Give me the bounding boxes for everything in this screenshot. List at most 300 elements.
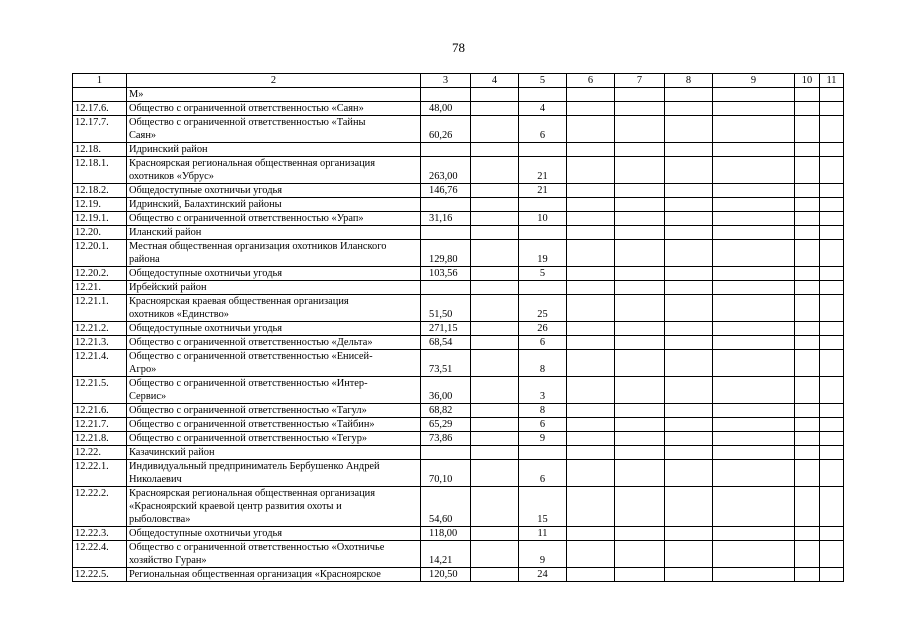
cell-col-9 — [713, 226, 795, 240]
row-number: 12.21.5. — [73, 377, 127, 404]
cell-col-11 — [820, 295, 844, 322]
cell-col-6 — [567, 568, 615, 582]
cell-col-7 — [615, 88, 665, 102]
row-number: 12.18.2. — [73, 184, 127, 198]
cell-col-10 — [795, 267, 820, 281]
cell-col-11 — [820, 541, 844, 568]
cell-col-9 — [713, 88, 795, 102]
cell-col-8 — [665, 487, 713, 527]
description-line: хозяйство Гуран» — [129, 555, 207, 566]
area-value — [421, 88, 471, 102]
table-row — [73, 88, 844, 102]
cell-col-8 — [665, 404, 713, 418]
cell-col-9 — [713, 267, 795, 281]
cell-col-8 — [665, 377, 713, 404]
cell-col-10 — [795, 446, 820, 460]
cell-col-11 — [820, 527, 844, 541]
column-header-8: 8 — [665, 74, 713, 88]
cell-col-8 — [665, 157, 713, 184]
table-row — [73, 198, 844, 212]
cell-col-10 — [795, 460, 820, 487]
cell-col-6 — [567, 102, 615, 116]
cell-col-10 — [795, 143, 820, 157]
row-number: 12.20.2. — [73, 267, 127, 281]
row-number: 12.22.3. — [73, 527, 127, 541]
table-row — [73, 432, 844, 446]
area-value — [421, 143, 471, 157]
cell-col-10 — [795, 350, 820, 377]
description-line: Общество с ограниченной ответственностью «Тегур» — [129, 433, 368, 444]
count-value: 21 — [519, 184, 567, 198]
cell-col-9 — [713, 377, 795, 404]
area-value: 51,50 — [421, 295, 471, 322]
cell-col-9 — [713, 184, 795, 198]
cell-col-4 — [471, 226, 519, 240]
description-line: Общество с ограниченной ответственностью «Тагул» — [129, 405, 367, 416]
description-line: Саян» — [129, 130, 157, 141]
area-value: 14,21 — [421, 541, 471, 568]
description-line: Общедоступные охотничьи угодья — [129, 185, 283, 196]
cell-col-9 — [713, 116, 795, 143]
hunting-grounds-table — [72, 73, 844, 582]
cell-col-8 — [665, 295, 713, 322]
cell-col-10 — [795, 184, 820, 198]
cell-col-8 — [665, 116, 713, 143]
row-number: 12.22. — [73, 446, 127, 460]
count-value: 6 — [519, 418, 567, 432]
description-line: охотников «Единство» — [129, 309, 230, 320]
cell-col-10 — [795, 404, 820, 418]
description-line: Общедоступные охотничьи угодья — [129, 323, 283, 334]
cell-col-10 — [795, 568, 820, 582]
cell-col-4 — [471, 143, 519, 157]
count-value — [519, 446, 567, 460]
count-value: 9 — [519, 541, 567, 568]
cell-col-6 — [567, 350, 615, 377]
cell-col-8 — [665, 541, 713, 568]
area-value: 60,26 — [421, 116, 471, 143]
cell-col-4 — [471, 88, 519, 102]
row-description — [127, 432, 421, 446]
cell-col-11 — [820, 157, 844, 184]
description-line: Общество с ограниченной ответственностью «Тайны — [129, 117, 366, 128]
area-value: 263,00 — [421, 157, 471, 184]
cell-col-7 — [615, 240, 665, 267]
cell-col-10 — [795, 418, 820, 432]
cell-col-6 — [567, 212, 615, 226]
cell-col-6 — [567, 432, 615, 446]
row-number: 12.19. — [73, 198, 127, 212]
cell-col-4 — [471, 184, 519, 198]
cell-col-11 — [820, 212, 844, 226]
row-number: 12.21. — [73, 281, 127, 295]
table-row — [73, 460, 844, 487]
row-number: 12.22.4. — [73, 541, 127, 568]
cell-col-7 — [615, 267, 665, 281]
cell-col-8 — [665, 527, 713, 541]
cell-col-11 — [820, 226, 844, 240]
cell-col-9 — [713, 404, 795, 418]
cell-col-11 — [820, 184, 844, 198]
row-number: 12.19.1. — [73, 212, 127, 226]
row-number — [73, 88, 127, 102]
cell-col-8 — [665, 267, 713, 281]
description-line: «Красноярский краевой центр развития охоты и — [129, 501, 342, 512]
row-number: 12.22.2. — [73, 487, 127, 527]
cell-col-7 — [615, 336, 665, 350]
description-line: Красноярская региональная общественная организация — [129, 158, 376, 169]
row-description — [127, 226, 421, 240]
cell-col-7 — [615, 487, 665, 527]
row-description — [127, 281, 421, 295]
area-value: 70,10 — [421, 460, 471, 487]
area-value: 48,00 — [421, 102, 471, 116]
cell-col-9 — [713, 418, 795, 432]
cell-col-8 — [665, 446, 713, 460]
cell-col-8 — [665, 184, 713, 198]
cell-col-11 — [820, 102, 844, 116]
description-line: Сервис» — [129, 391, 167, 402]
cell-col-9 — [713, 432, 795, 446]
cell-col-6 — [567, 322, 615, 336]
row-number: 12.21.8. — [73, 432, 127, 446]
cell-col-9 — [713, 568, 795, 582]
area-value: 36,00 — [421, 377, 471, 404]
description-line: Общество с ограниченной ответственностью «Дельта» — [129, 337, 373, 348]
row-description — [127, 267, 421, 281]
count-value: 25 — [519, 295, 567, 322]
row-number: 12.18. — [73, 143, 127, 157]
description-line: Местная общественная организация охотников Иланского — [129, 241, 387, 252]
cell-col-9 — [713, 350, 795, 377]
count-value: 11 — [519, 527, 567, 541]
table-row — [73, 541, 844, 568]
row-description — [127, 377, 421, 404]
count-value: 6 — [519, 336, 567, 350]
area-value: 31,16 — [421, 212, 471, 226]
cell-col-9 — [713, 527, 795, 541]
cell-col-4 — [471, 418, 519, 432]
row-number: 12.17.7. — [73, 116, 127, 143]
cell-col-6 — [567, 377, 615, 404]
description-line: Общедоступные охотничьи угодья — [129, 268, 283, 279]
cell-col-10 — [795, 116, 820, 143]
cell-col-7 — [615, 116, 665, 143]
cell-col-11 — [820, 568, 844, 582]
description-line: рыболовства» — [129, 514, 191, 525]
page-number: 78 — [452, 40, 465, 55]
area-value: 129,80 — [421, 240, 471, 267]
cell-col-7 — [615, 460, 665, 487]
row-number: 12.21.1. — [73, 295, 127, 322]
cell-col-10 — [795, 281, 820, 295]
cell-col-11 — [820, 322, 844, 336]
cell-col-10 — [795, 295, 820, 322]
column-header-1: 1 — [73, 74, 127, 88]
cell-col-4 — [471, 350, 519, 377]
count-value: 5 — [519, 267, 567, 281]
header-row — [73, 74, 844, 88]
cell-col-8 — [665, 212, 713, 226]
cell-col-7 — [615, 418, 665, 432]
cell-col-7 — [615, 377, 665, 404]
count-value: 6 — [519, 116, 567, 143]
description-line: Красноярская краевая общественная организация — [129, 296, 349, 307]
cell-col-4 — [471, 568, 519, 582]
cell-col-9 — [713, 157, 795, 184]
cell-col-4 — [471, 102, 519, 116]
row-description — [127, 240, 421, 267]
table-row — [73, 212, 844, 226]
cell-col-9 — [713, 281, 795, 295]
cell-col-7 — [615, 541, 665, 568]
cell-col-10 — [795, 432, 820, 446]
table-row — [73, 404, 844, 418]
cell-col-6 — [567, 460, 615, 487]
cell-col-8 — [665, 460, 713, 487]
cell-col-11 — [820, 267, 844, 281]
count-value: 21 — [519, 157, 567, 184]
cell-col-8 — [665, 432, 713, 446]
description-line: Агро» — [129, 364, 157, 375]
column-header-11: 11 — [820, 74, 844, 88]
count-value: 15 — [519, 487, 567, 527]
cell-col-6 — [567, 143, 615, 157]
cell-col-11 — [820, 350, 844, 377]
cell-col-9 — [713, 336, 795, 350]
cell-col-4 — [471, 446, 519, 460]
count-value: 4 — [519, 102, 567, 116]
cell-col-11 — [820, 377, 844, 404]
row-description — [127, 404, 421, 418]
cell-col-7 — [615, 102, 665, 116]
description-line: Иланский район — [129, 227, 202, 238]
table-row — [73, 102, 844, 116]
row-description — [127, 143, 421, 157]
count-value — [519, 143, 567, 157]
cell-col-4 — [471, 487, 519, 527]
cell-col-6 — [567, 226, 615, 240]
cell-col-7 — [615, 527, 665, 541]
area-value: 73,51 — [421, 350, 471, 377]
cell-col-9 — [713, 212, 795, 226]
area-value: 54,60 — [421, 487, 471, 527]
row-description — [127, 116, 421, 143]
cell-col-10 — [795, 157, 820, 184]
cell-col-9 — [713, 102, 795, 116]
cell-col-10 — [795, 102, 820, 116]
cell-col-4 — [471, 295, 519, 322]
count-value: 8 — [519, 404, 567, 418]
cell-col-9 — [713, 446, 795, 460]
cell-col-7 — [615, 281, 665, 295]
cell-col-11 — [820, 446, 844, 460]
cell-col-4 — [471, 322, 519, 336]
cell-col-11 — [820, 487, 844, 527]
count-value: 8 — [519, 350, 567, 377]
row-number: 12.20. — [73, 226, 127, 240]
cell-col-8 — [665, 281, 713, 295]
description-line: Общество с ограниченной ответственностью «Енисей- — [129, 351, 373, 362]
cell-col-7 — [615, 184, 665, 198]
cell-col-4 — [471, 404, 519, 418]
row-description — [127, 295, 421, 322]
cell-col-9 — [713, 322, 795, 336]
cell-col-10 — [795, 541, 820, 568]
table-row — [73, 267, 844, 281]
cell-col-7 — [615, 198, 665, 212]
row-number: 12.20.1. — [73, 240, 127, 267]
area-value — [421, 446, 471, 460]
description-line: Идринский район — [129, 144, 208, 155]
cell-col-11 — [820, 281, 844, 295]
cell-col-9 — [713, 460, 795, 487]
cell-col-7 — [615, 350, 665, 377]
cell-col-6 — [567, 541, 615, 568]
cell-col-10 — [795, 377, 820, 404]
table-row — [73, 295, 844, 322]
description-line: Общество с ограниченной ответственностью «Урап» — [129, 213, 364, 224]
table-row — [73, 116, 844, 143]
cell-col-11 — [820, 143, 844, 157]
cell-col-8 — [665, 240, 713, 267]
table-row — [73, 487, 844, 527]
row-description — [127, 336, 421, 350]
row-number: 12.22.1. — [73, 460, 127, 487]
cell-col-7 — [615, 157, 665, 184]
description-line: Красноярская региональная общественная организация — [129, 488, 376, 499]
cell-col-4 — [471, 527, 519, 541]
cell-col-6 — [567, 487, 615, 527]
row-description — [127, 527, 421, 541]
row-number: 12.21.3. — [73, 336, 127, 350]
cell-col-6 — [567, 88, 615, 102]
cell-col-6 — [567, 184, 615, 198]
cell-col-6 — [567, 281, 615, 295]
cell-col-8 — [665, 322, 713, 336]
cell-col-8 — [665, 568, 713, 582]
area-value: 118,00 — [421, 527, 471, 541]
area-value — [421, 226, 471, 240]
table-row — [73, 350, 844, 377]
cell-col-8 — [665, 102, 713, 116]
column-header-5: 5 — [519, 74, 567, 88]
cell-col-10 — [795, 212, 820, 226]
column-header-3: 3 — [421, 74, 471, 88]
cell-col-7 — [615, 568, 665, 582]
cell-col-6 — [567, 116, 615, 143]
cell-col-9 — [713, 240, 795, 267]
description-line: района — [129, 254, 160, 265]
count-value: 3 — [519, 377, 567, 404]
area-value: 271,15 — [421, 322, 471, 336]
column-header-10: 10 — [795, 74, 820, 88]
description-line: Казачинский район — [129, 447, 215, 458]
row-description — [127, 212, 421, 226]
row-description — [127, 322, 421, 336]
cell-col-4 — [471, 198, 519, 212]
cell-col-7 — [615, 432, 665, 446]
count-value: 26 — [519, 322, 567, 336]
cell-col-9 — [713, 295, 795, 322]
table-row — [73, 226, 844, 240]
cell-col-11 — [820, 460, 844, 487]
count-value: 24 — [519, 568, 567, 582]
count-value: 10 — [519, 212, 567, 226]
column-header-7: 7 — [615, 74, 665, 88]
cell-col-8 — [665, 143, 713, 157]
cell-col-7 — [615, 404, 665, 418]
row-number: 12.21.6. — [73, 404, 127, 418]
cell-col-8 — [665, 350, 713, 377]
row-description — [127, 487, 421, 527]
count-value — [519, 281, 567, 295]
cell-col-10 — [795, 226, 820, 240]
cell-col-7 — [615, 226, 665, 240]
table-row — [73, 446, 844, 460]
area-value — [421, 198, 471, 212]
table-row — [73, 184, 844, 198]
description-line: Общество с ограниченной ответственностью «Саян» — [129, 103, 364, 114]
row-number: 12.21.2. — [73, 322, 127, 336]
cell-col-9 — [713, 487, 795, 527]
table-row — [73, 157, 844, 184]
row-description — [127, 102, 421, 116]
cell-col-8 — [665, 226, 713, 240]
cell-col-6 — [567, 267, 615, 281]
column-header-4: 4 — [471, 74, 519, 88]
cell-col-9 — [713, 198, 795, 212]
table-row — [73, 568, 844, 582]
row-number: 12.17.6. — [73, 102, 127, 116]
cell-col-10 — [795, 487, 820, 527]
cell-col-10 — [795, 198, 820, 212]
area-value: 103,56 — [421, 267, 471, 281]
cell-col-6 — [567, 404, 615, 418]
cell-col-6 — [567, 240, 615, 267]
cell-col-10 — [795, 240, 820, 267]
area-value: 146,76 — [421, 184, 471, 198]
cell-col-11 — [820, 116, 844, 143]
row-description — [127, 88, 421, 102]
description-line: Идринский, Балахтинский районы — [129, 199, 282, 210]
cell-col-6 — [567, 157, 615, 184]
description-line: Региональная общественная организация «Красноярское — [129, 569, 381, 580]
cell-col-7 — [615, 446, 665, 460]
cell-col-4 — [471, 267, 519, 281]
cell-col-4 — [471, 460, 519, 487]
cell-col-10 — [795, 527, 820, 541]
description-line: охотников «Убрус» — [129, 171, 214, 182]
area-value: 68,54 — [421, 336, 471, 350]
cell-col-8 — [665, 198, 713, 212]
cell-col-10 — [795, 88, 820, 102]
table-row — [73, 281, 844, 295]
cell-col-6 — [567, 418, 615, 432]
column-header-6: 6 — [567, 74, 615, 88]
row-number: 12.22.5. — [73, 568, 127, 582]
cell-col-10 — [795, 336, 820, 350]
count-value: 9 — [519, 432, 567, 446]
row-description — [127, 157, 421, 184]
description-line: Общество с ограниченной ответственностью «Охотничье — [129, 542, 385, 553]
table-row — [73, 336, 844, 350]
cell-col-11 — [820, 404, 844, 418]
count-value — [519, 198, 567, 212]
table-body — [73, 74, 844, 582]
cell-col-8 — [665, 418, 713, 432]
cell-col-4 — [471, 240, 519, 267]
